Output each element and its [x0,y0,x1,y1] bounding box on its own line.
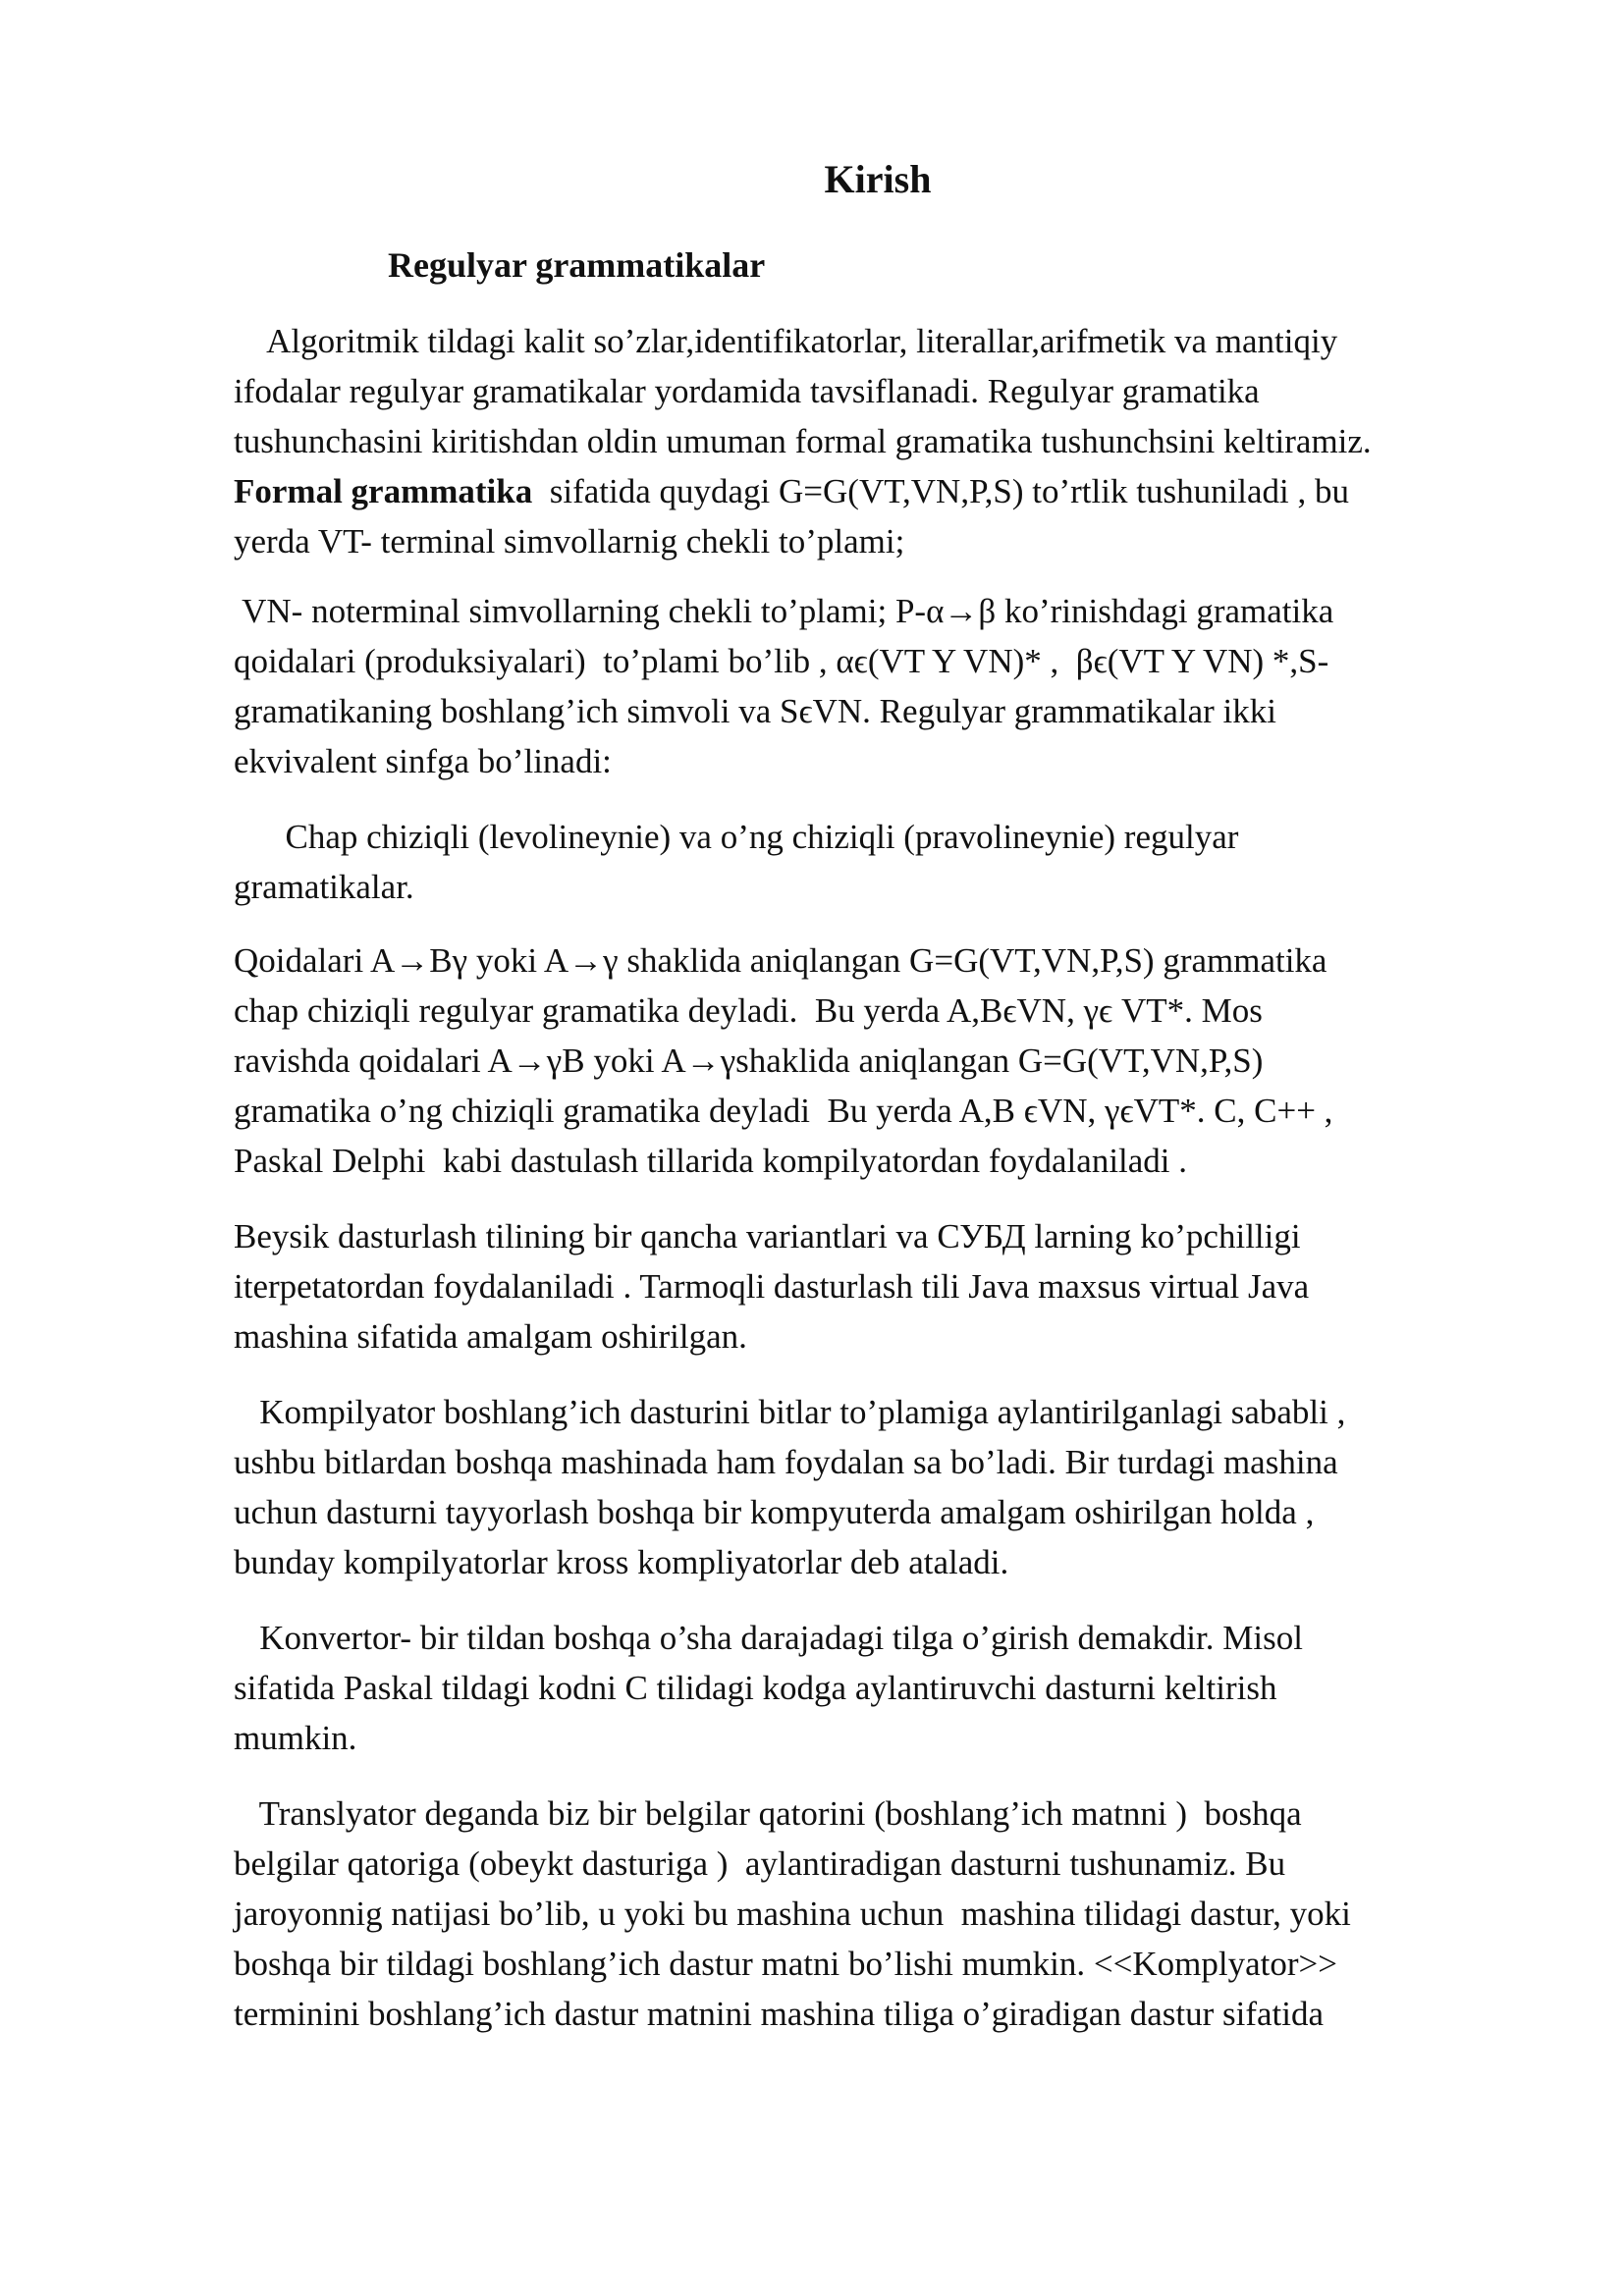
paragraph-rules [234,935,1510,1186]
paragraph-line: qoidalari (produksiyalari) to’plami bo’lib , αϵ(VT Y VN)* , βϵ(VT Y VN) *,S- [234,642,1329,680]
section-heading: Regulyar grammatikalar [388,245,766,285]
paragraph-line: yerda VT- terminal simvollarnig chekli to’plami; [234,522,905,561]
paragraph-line: Algoritmik tildagi kalit so’zlar,identifikatorlar, literallar,arifmetik va mantiqiy [234,322,1338,360]
paragraph-line: ifodalar regulyar gramatikalar yordamida tavsiflanadi. Regulyar gramatika [234,372,1260,410]
paragraph-line: Kompilyator boshlang’ich dasturini bitlar to’plamiga aylantirilganlagi sababli , [234,1393,1346,1431]
paragraph-line: gramatika o’ng chiziqli gramatika deyladi Bu yerda A,B ϵVN, γϵVT*. C, C++ , [234,1092,1333,1130]
paragraph-line: tushunchasini kiritishdan oldin umuman formal gramatika tushunchsini keltiramiz. [234,422,1372,460]
paragraph-line: bunday kompilyatorlar kross kompliyatorlar deb ataladi. [234,1543,1009,1581]
paragraph-line: sifatida Paskal tildagi kodni C tilidagi kodga aylantiruvchi dasturni keltirish [234,1669,1277,1707]
paragraph-line: Beysik dasturlash tilining bir qancha variantlari va СУБД larning ko’pchilligi [234,1217,1301,1255]
paragraph-line: boshqa bir tildagi boshlang’ich dastur matni bo’lishi mumkin. <<Komplyator>> [234,1945,1337,1983]
paragraph-line: VN- noterminal simvollarning chekli to’plami; P-α→β ko’rinishdagi gramatika [234,592,1334,630]
paragraph-line: Konvertor- bir tildan boshqa o’sha darajadagi tilga o’girish demakdir. Misol [234,1619,1303,1657]
paragraph-classes [234,812,1510,912]
paragraph-line: gramatikalar. [234,868,414,906]
paragraph-line: chap chiziqli regulyar gramatika deyladi. Bu yerda A,BϵVN, γϵ VT*. Mos [234,991,1263,1030]
paragraph-line: Translyator deganda biz bir belgilar qatorini (boshlang’ich matnni ) boshqa [234,1794,1302,1833]
paragraph-compiler [234,1387,1510,1587]
page-title: Kirish [824,157,932,201]
paragraph-line: belgilar qatoriga (obeykt dasturiga ) aylantiradigan dasturni tushunamiz. Bu [234,1844,1286,1883]
paragraph-line: ushbu bitlardan boshqa mashinada ham foydalan sa bo’ladi. Bir turdagi mashina [234,1443,1338,1481]
paragraph-interpreters [234,1211,1510,1362]
paragraph-definitions [234,586,1510,786]
paragraph-converter [234,1613,1510,1763]
paragraph-line: mashina sifatida amalgam oshirilgan. [234,1317,747,1356]
paragraph-line [234,466,1510,516]
paragraph-line: iterpetatordan foydalaniladi . Tarmoqli dasturlash tili Java maxsus virtual Java [234,1267,1310,1306]
paragraph-line: Paskal Delphi kabi dastulash tillarida kompilyatordan foydalaniladi . [234,1142,1188,1180]
paragraph-line: uchun dasturni tayyorlash boshqa bir kompyuterda amalgam oshirilgan holda , [234,1493,1315,1531]
paragraph-intro [234,316,1510,566]
paragraph-line: ekvivalent sinfga bo’linadi: [234,742,612,780]
paragraph-text: sifatida quydagi G=G(VT,VN,P,S) to’rtlik tushuniladi , bu [532,472,1350,510]
paragraph-line: terminini boshlang’ich dastur matnini mashina tiliga o’giradigan dastur sifatida [234,1995,1325,2033]
paragraph-line: mumkin. [234,1719,357,1757]
paragraph-line: Chap chiziqli (levolineynie) va o’ng chiziqli (pravolineynie) regulyar [234,818,1239,856]
body-text [234,316,1510,2062]
bold-term: Formal grammatika [234,472,533,510]
paragraph-line: jaroyonnig natijasi bo’lib, u yoki bu mashina uchun mashina tilidagi dastur, yoki [234,1895,1351,1933]
paragraph-line: Qoidalari A→Bγ yoki A→γ shaklida aniqlangan G=G(VT,VN,P,S) grammatika [234,941,1327,980]
paragraph-line: gramatikaning boshlang’ich simvoli va SϵVN. Regulyar grammatikalar ikki [234,692,1276,730]
paragraph-translator [234,1789,1510,2039]
paragraph-line: ravishda qoidalari A→γB yoki A→γshaklida aniqlangan G=G(VT,VN,P,S) [234,1041,1264,1080]
